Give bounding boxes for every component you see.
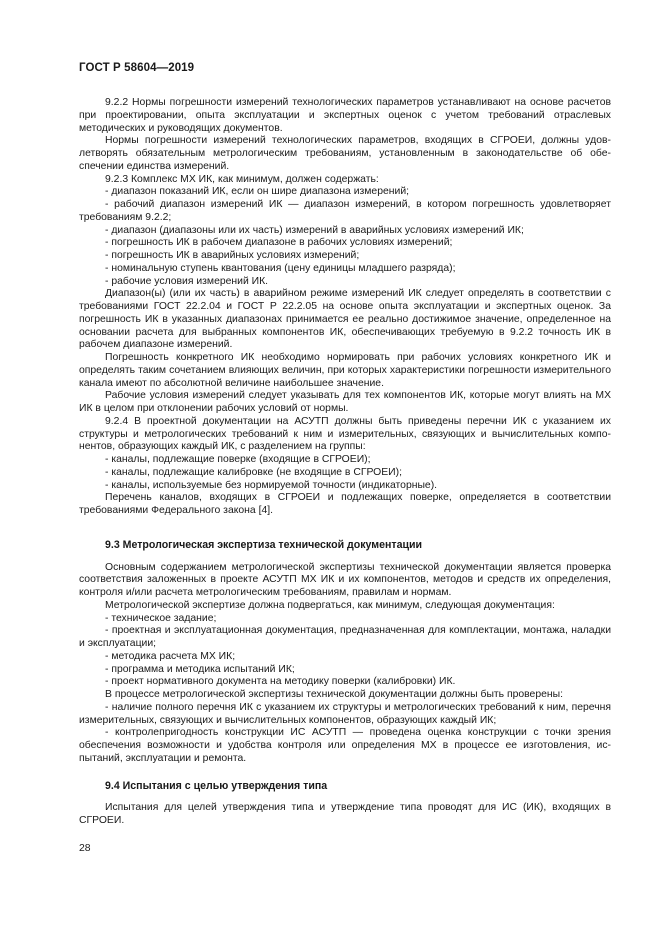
list-item: - номинальную ступень квантования (цену единицы младшего разряда); <box>105 262 456 274</box>
list-item: - диапазон (диапазоны или их часть) измерений в аварийных условиях измерений ИК; <box>105 224 524 236</box>
paragraph: Нормы погрешности измерений технологических параметров, входящих в СГРОЕИ, должны удовлетворять обязательным метрологическим требованиям, установленным в законодательстве об обеспечении единства измерений. <box>79 135 611 172</box>
page-content <box>79 97 611 828</box>
paragraph: 9.2.2 Нормы погрешности измерений технологических параметров устанавливают на основе расчетов при проектировании, опыта эксплуатации и экспертных оценок с учетом требований отраслевых методических и руководящих документов. <box>79 97 611 134</box>
list-item: - проект нормативного документа на методику поверки (калибровки) ИК. <box>105 676 456 688</box>
paragraph: Основным содержанием метрологической экспертизы технической документации является проверка соответствия заложенных в проекте АСУТП МХ ИК и их компонентов, методов и средств их определения, контроля и/или расчета метрологическим требованиям, правилам и нормам. <box>79 561 611 598</box>
list-item: - каналы, подлежащие калибровке (не входящие в СГРОЕИ); <box>105 466 403 478</box>
list-item: - техническое задание; <box>105 612 217 624</box>
paragraph: В процессе метрологической экспертизы технической документации должны быть проверены: <box>105 689 563 700</box>
paragraph: Испытания для целей утверждения типа и утверждение типа проводят для ИС (ИК), входящих в СГРОЕИ. <box>79 802 611 826</box>
paragraph: Погрешность конкретного ИК необходимо нормировать при рабочих условиях конкретного ИК и определять таким сочетанием влияющих величин, при которых характеристики погрешности измерительного канала имеют по абсолютной величине наибольшее значение. <box>79 352 611 389</box>
section-heading-9-4: 9.4 Испытания с целью утверждения типа <box>105 779 328 792</box>
list-item: - наличие полного перечня ИК с указанием их структуры и метрологических требований к ним, перечня измерительных, связующих и вычислительных компонентов, образующих каждый ИК; <box>79 701 611 726</box>
section-heading-9-3: 9.3 Метрологическая экспертиза технической документации <box>105 538 423 551</box>
list-item: - погрешность ИК в аварийных условиях измерений; <box>105 250 360 261</box>
list-item: - погрешность ИК в рабочем диапазоне в рабочих условиях измерений; <box>105 237 453 249</box>
list-item: - программа и методика испытаний ИК; <box>105 663 295 675</box>
list-item: - методика расчета МХ ИК; <box>105 650 236 662</box>
list-item: - диапазон показаний ИК, если он шире диапазона измерений; <box>105 186 410 198</box>
paragraph: Перечень каналов, входящих в СГРОЕИ и подлежащих поверке, определяется в соответствии требованиями Федерального закона [4]. <box>79 492 611 516</box>
paragraph: Диапазон(ы) (или их часть) в аварийном режиме измерений ИК следует определять в соответствии с требованиями ГОСТ 22.2.04 и ГОСТ Р 22.2.05 на основе опыта эксплуатации и экспертных оценок. За погрешность ИК в указанных диапазонах принимается ее реально достижимое значение, определенное на основании расчета для выбранных компонентов ИК, обеспечивающих требуемую в 9.2.2 точность ИК в рабочем диапазоне измерений. <box>79 288 611 351</box>
paragraph: 9.2.3 Комплекс МХ ИК, как минимум, должен содержать: <box>105 173 379 185</box>
paragraph: Рабочие условия измерений следует указывать для тех компонентов ИК, которые могут влиять на МХ ИК в целом при отклонении рабочих условий от нормы. <box>79 390 611 414</box>
paragraph: Метрологической экспертизе должна подвергаться, как минимум, следующая документация: <box>105 599 555 611</box>
list-item: - проектная и эксплуатационная документация, предназначенная для комплектации, монтажа, наладки и эксплуатации; <box>79 625 611 649</box>
list-item: - рабочий диапазон измерений ИК — диапазон измерений, в котором погрешность удовлетворяет требованиям 9.2.2; <box>79 199 611 223</box>
page-number: 28 <box>79 843 91 854</box>
list-item: - рабочие условия измерений ИК. <box>105 275 269 287</box>
standard-header: ГОСТ Р 58604—2019 <box>79 62 195 74</box>
paragraph: 9.2.4 В проектной документации на АСУТП должны быть приведены перечни ИК с указанием их структуры и метрологических требований к ним и измерительных, связующих и вычислительных компонентов, образующих каждый ИК, с разделением на группы: <box>79 415 611 453</box>
list-item: - каналы, подлежащие поверке (входящие в СГРОЕИ); <box>105 454 371 465</box>
list-item: - каналы, используемые без нормируемой точности (индикаторные). <box>105 479 438 491</box>
list-item: - контролепригодность конструкции ИС АСУТП — проведена оценка конструкции с точки зрения обеспечения возможности и удобства контроля или определения МХ в процессе ее изготовления, испытаний, эксплуатации и ремонта. <box>79 727 611 764</box>
